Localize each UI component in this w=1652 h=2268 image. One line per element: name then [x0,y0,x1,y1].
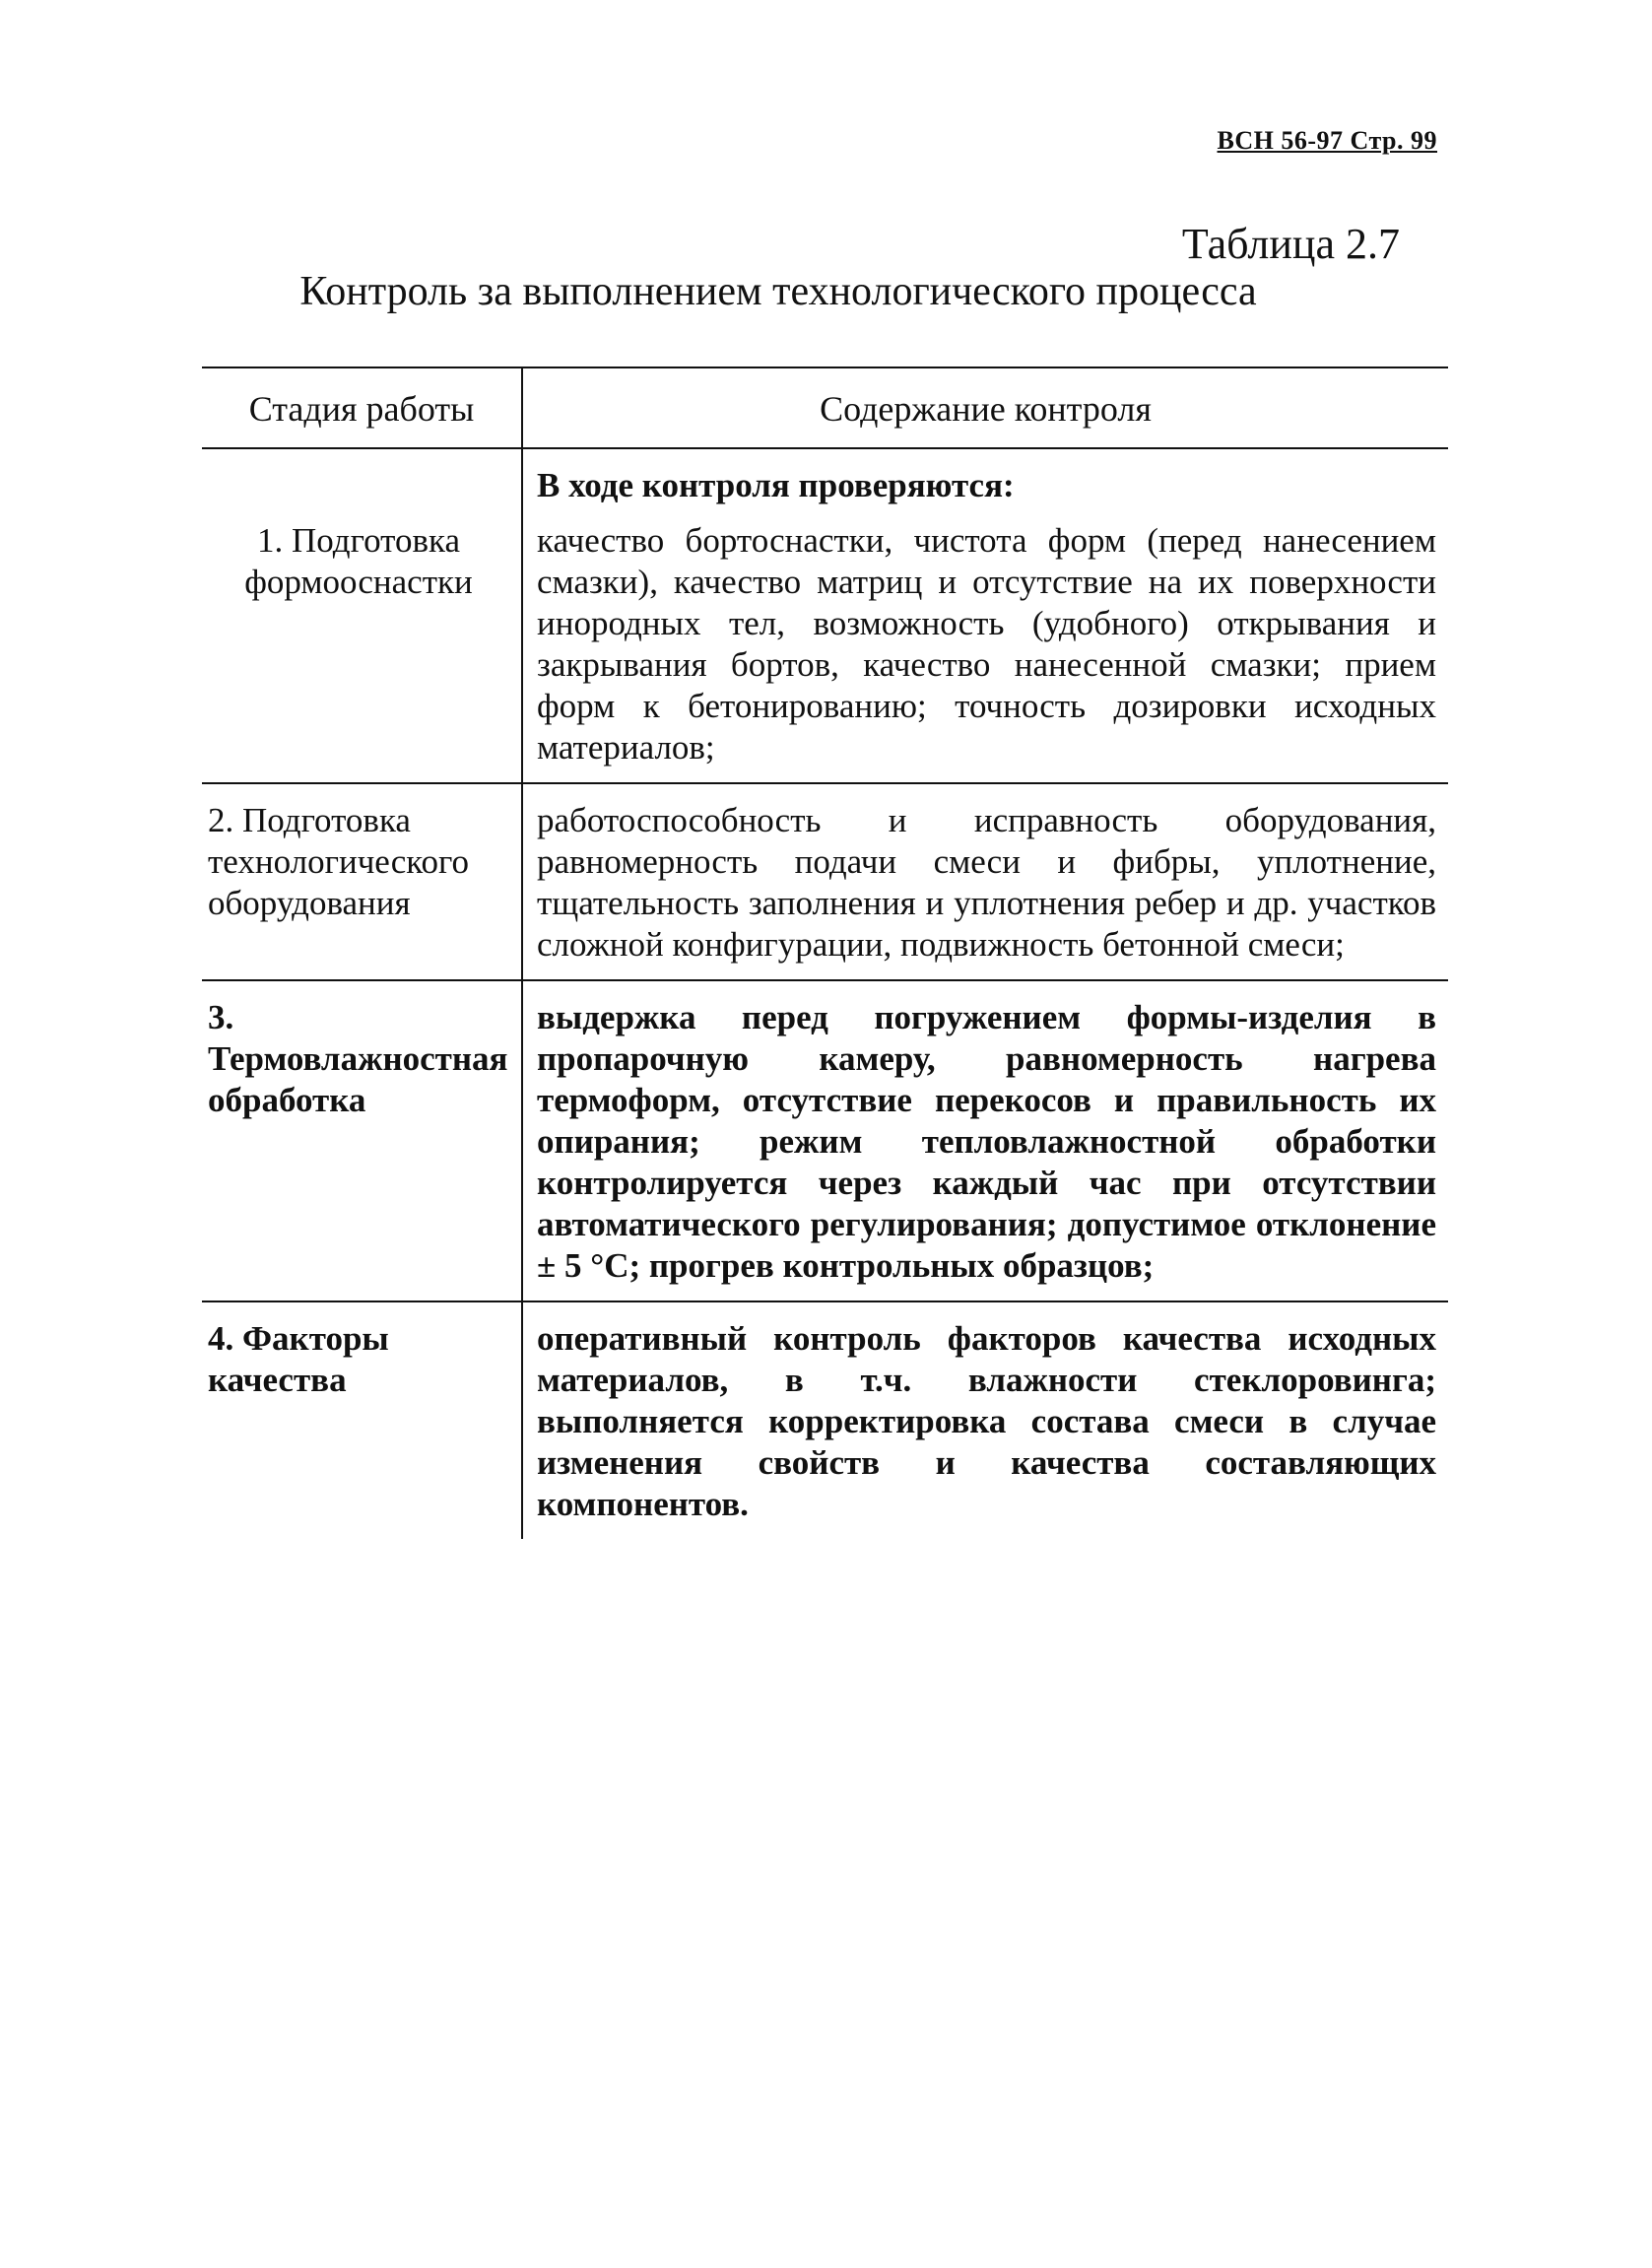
table-row [202,783,1448,980]
intro-content-cell [522,448,1448,516]
stage-cell [202,783,522,980]
content-cell [522,516,1448,783]
content-cell [522,783,1448,980]
intro-row [202,448,1448,516]
control-table [202,367,1448,1539]
stage-cell [202,1301,522,1539]
intro-text: В ходе контроля проверяются: [537,466,1015,504]
page-header: ВСН 56-97 Стр. 99 [1217,126,1437,155]
table-header-row [202,367,1448,448]
table-number: Таблица 2.7 [1181,220,1400,268]
stage-cell [202,980,522,1301]
table-row [202,980,1448,1301]
stage-text: 4. Факторы качества [208,1319,389,1399]
stage-column-header: Стадия работы [202,367,522,448]
intro-stage-cell [202,448,522,516]
content-cell [522,980,1448,1301]
table-row [202,1301,1448,1539]
content-text: качество бортоснастки, чистота форм (перед нанесением смазки), качество матриц и отсутствие на их поверхности инородных тел, возможность (удобного) открывания и закрывания бортов, качество нанесенной смазки; прием форм к бетонированию; точность дозировки исходных материалов; [537,521,1436,767]
content-text: работоспособность и исправность оборудования, равномерность подачи смеси и фибры, уплотнение, тщательность заполнения и уплотнения ребер и др. участков сложной конфигурации, подвижность бетонной смеси; [537,801,1436,964]
content-text: выдержка перед погружением формы-изделия в пропарочную камеру, равномерность нагрева термоформ, отсутствие перекосов и правильность их опирания; режим тепловлажностной обработки контролируется через каждый час при отсутствии автоматического регулирования; допустимое отклонение ± 5 °С; прогрев контрольных образцов; [537,998,1436,1285]
content-cell [522,1301,1448,1539]
table-title: Контроль за выполнением технологического процесса [299,269,1257,314]
stage-cell [202,516,522,783]
stage-text: 2. Подготовка технологического оборудования [208,801,469,922]
stage-text: 3. Термовлажностная обработка [208,998,508,1119]
content-column-header: Содержание контроля [522,367,1448,448]
stage-text: 1. Подготовка формооснастки [244,521,473,601]
content-text: оперативный контроль факторов качества исходных материалов, в т.ч. влажности стеклоровинга; выполняется корректировка состава смеси в случае изменения свойств и качества составляющих компонентов. [537,1319,1436,1523]
table-row [202,516,1448,783]
